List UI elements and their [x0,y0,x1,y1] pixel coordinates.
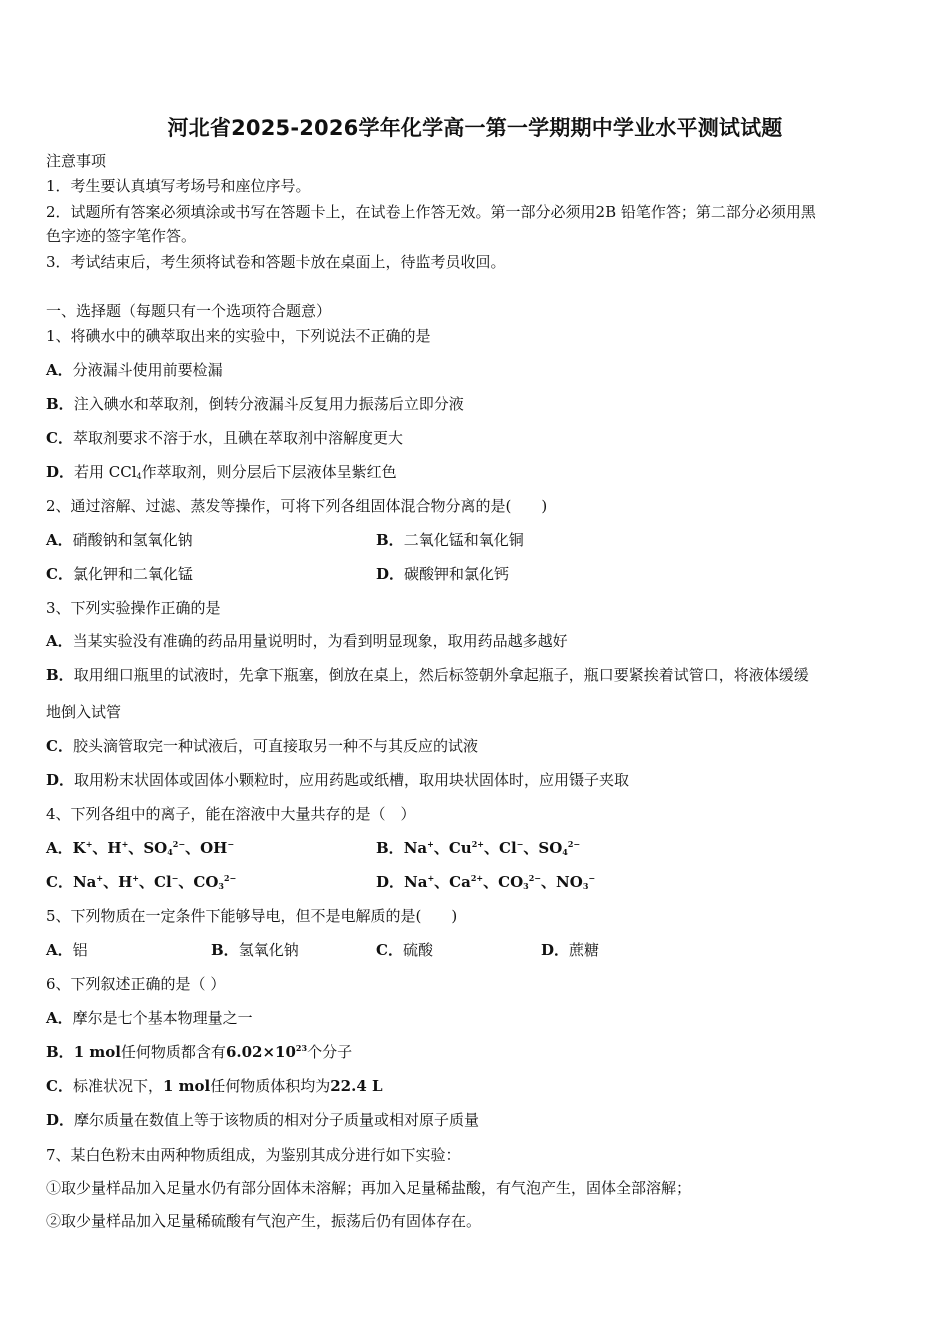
option-label: A． [46,632,73,650]
question-5-option-c [376,940,433,960]
ion-oh: OH [200,839,228,857]
option-text: 取用粉末状固体或固体小颗粒时，应用药匙或纸槽，取用块状固体时，应用镊子夹取 [74,771,630,789]
notice-item-1: 1．考生要认真填写考场号和座位序号。 [46,177,311,195]
charge: 2− [172,839,186,849]
charge: − [171,873,179,883]
option-label: D． [541,941,570,959]
ion-so4: SO [538,839,563,857]
notice-item-2: 2．试题所有答案必须填涂或书写在答题卡上，在试卷上作答无效。第一部分必须用2B 铅笔作答；第二部分必须用黑 [46,203,816,221]
option-text: 分液漏斗使用前要检漏 [72,361,223,379]
separator: 、 [178,873,194,891]
question-7-stem: 7、某白色粉末由两种物质组成，为鉴别其成分进行如下实验： [46,1146,461,1164]
question-6-stem: 6、下列叙述正确的是（ ） [46,975,226,993]
question-2-option-d [376,564,509,584]
charge: − [588,873,596,883]
option-text: 摩尔是七个基本物理量之一 [72,1009,253,1027]
option-label: C． [376,941,403,959]
option-label: B． [211,941,239,959]
option-text: 任何物质都含有 [120,1043,226,1061]
question-2-option-a [46,530,193,550]
number: 1 mol [162,1077,211,1095]
separator: 、 [483,839,499,857]
number: 6.02×10 [225,1043,296,1061]
option-text: 硫酸 [402,941,433,959]
option-label: D． [376,565,405,583]
option-text: 二氧化锰和氧化铜 [403,531,524,549]
question-7-step-2: ②取少量样品加入足量稀硫酸有气泡产生，振荡后仍有固体存在。 [46,1212,482,1230]
question-1-option-d [46,462,397,482]
charge: + [96,873,104,883]
charge: 2− [528,873,542,883]
separator: 、 [434,873,450,891]
ion-co3: CO [498,873,524,891]
question-6-option-d [46,1110,479,1130]
option-label: A． [46,839,73,857]
subscript: 3 [523,881,529,891]
charge: 2− [567,839,581,849]
option-text: 摩尔质量在数值上等于该物质的相对分子质量或相对原子质量 [74,1111,480,1129]
option-label: B． [46,666,74,684]
option-text: 氯化钾和二氧化锰 [72,565,193,583]
question-2-option-c [46,564,193,584]
option-label: C． [46,737,73,755]
option-text: 碳酸钾和氯化钙 [404,565,510,583]
question-1-option-b [46,394,464,414]
ion-cl: Cl [499,839,517,857]
section-heading: 一、选择题（每题只有一个选项符合题意） [46,302,332,320]
ion-no3: NO [556,873,583,891]
option-text: 铝 [72,941,88,959]
question-7-step-1: ①取少量样品加入足量水仍有部分固体未溶解；再加入足量稀盐酸，有气泡产生，固体全部溶解； [46,1179,692,1197]
separator: 、 [523,839,539,857]
option-label: D． [46,463,75,481]
charge: + [132,873,139,883]
option-text: 氢氧化钠 [238,941,299,959]
question-5-option-d [541,940,599,960]
option-label: A． [46,531,73,549]
option-label: C． [46,1077,73,1095]
separator: 、 [92,839,108,857]
text-part: 若用 CCl [74,463,137,481]
option-text: 萃取剂要求不溶于水，且碘在萃取剂中溶解度更大 [72,429,403,447]
question-6-option-c [46,1076,383,1096]
option-label: D． [46,771,75,789]
ion-na: Na [404,873,428,891]
subscript: 4 [167,847,173,857]
option-label: A． [46,1009,73,1027]
option-label: C． [46,429,73,447]
subscript: 3 [218,881,224,891]
question-3-option-b-cont: 地倒入试管 [46,703,122,721]
option-text: 当某实验没有准确的药品用量说明时，为看到明显现象，取用药品越多越好 [72,632,568,650]
option-label: C． [46,565,73,583]
ion-h: H [107,839,122,857]
question-4-option-a [46,838,234,858]
question-5-option-a [46,940,88,960]
question-4-option-c [46,872,236,892]
question-2-option-b [376,530,524,550]
ion-co3: CO [193,873,219,891]
ion-ca: Ca [449,873,471,891]
separator: 、 [103,873,119,891]
charge: 2+ [471,839,484,849]
notice-heading: 注意事项 [46,152,107,170]
option-label: D． [46,1111,75,1129]
question-2-stem: 2、通过溶解、过滤、蒸发等操作，可将下列各组固体混合物分离的是( ) [46,497,548,515]
text-part: 作萃取剂，则分层后下层液体呈紫红色 [141,463,397,481]
question-1-option-a [46,360,223,380]
subscript: 4 [136,472,142,481]
question-3-option-c [46,736,478,756]
subscript: 4 [562,847,568,857]
question-3-option-a [46,631,568,651]
charge: − [227,839,235,849]
question-6-option-a [46,1008,253,1028]
question-3-option-d [46,770,629,790]
question-5-option-b [211,940,299,960]
option-label: B． [376,839,404,857]
separator: 、 [185,839,201,857]
option-text: 蔗糖 [569,941,600,959]
question-3-stem: 3、下列实验操作正确的是 [46,599,221,617]
charge: − [516,839,524,849]
ion-na: Na [72,873,97,891]
charge: + [427,839,434,849]
separator: 、 [433,839,449,857]
number: 22.4 L [330,1077,383,1095]
option-label: A． [46,361,73,379]
question-3-option-b [46,665,809,685]
option-label: B． [46,1043,74,1061]
option-label: C． [46,873,73,891]
charge: + [427,873,435,883]
notice-item-3: 3．考试结束后，考生须将试卷和答题卡放在桌面上，待监考员收回。 [46,253,506,271]
subscript: 3 [582,881,589,891]
separator: 、 [128,839,144,857]
question-4-option-d [376,872,595,892]
option-text: 胶头滴管取完一种试液后，可直接取另一种不与其反应的试液 [72,737,478,755]
ion-h: H [118,873,133,891]
ion-cl: Cl [154,873,172,891]
ion-cu: Cu [448,839,472,857]
option-text [74,463,397,481]
number: 1 mol [73,1043,121,1061]
exam-title: 河北省2025-2026学年化学高一第一学期期中学业水平测试试题 [167,116,783,140]
charge: + [85,839,93,849]
option-text: 任何物质体积均为 [210,1077,331,1095]
question-6-option-b [46,1042,352,1062]
option-text: 硝酸钠和氢氧化钠 [72,531,193,549]
option-label: A． [46,941,73,959]
charge: + [121,839,129,849]
option-label: B． [376,531,404,549]
question-5-stem: 5、下列物质在一定条件下能够导电，但不是电解质的是( ) [46,907,458,925]
question-4-stem: 4、下列各组中的离子，能在溶液中大量共存的是（ ） [46,805,416,823]
separator: 、 [483,873,499,891]
notice-item-2-cont: 色字迹的签字笔作答。 [46,227,197,245]
question-1-stem: 1、将碘水中的碘萃取出来的实验中，下列说法不正确的是 [46,327,431,345]
separator: 、 [139,873,155,891]
question-4-option-b [376,838,580,858]
charge: 2− [223,873,237,883]
option-text: 注入碘水和萃取剂，倒转分液漏斗反复用力振荡后立即分液 [73,395,464,413]
exponent: 23 [295,1043,308,1053]
option-text: 标准状况下， [72,1077,163,1095]
option-label: B． [46,395,74,413]
question-1-option-c [46,428,403,448]
ion-so4: SO [143,839,168,857]
option-label: D． [376,873,405,891]
option-text: 个分子 [307,1043,353,1061]
charge: 2+ [470,873,484,883]
ion-na: Na [403,839,428,857]
ion-k: K [72,839,86,857]
separator: 、 [541,873,557,891]
option-text: 取用细口瓶里的试液时，先拿下瓶塞，倒放在桌上，然后标签朝外拿起瓶子，瓶口要紧挨着试管口，将液体缓缓 [73,666,809,684]
